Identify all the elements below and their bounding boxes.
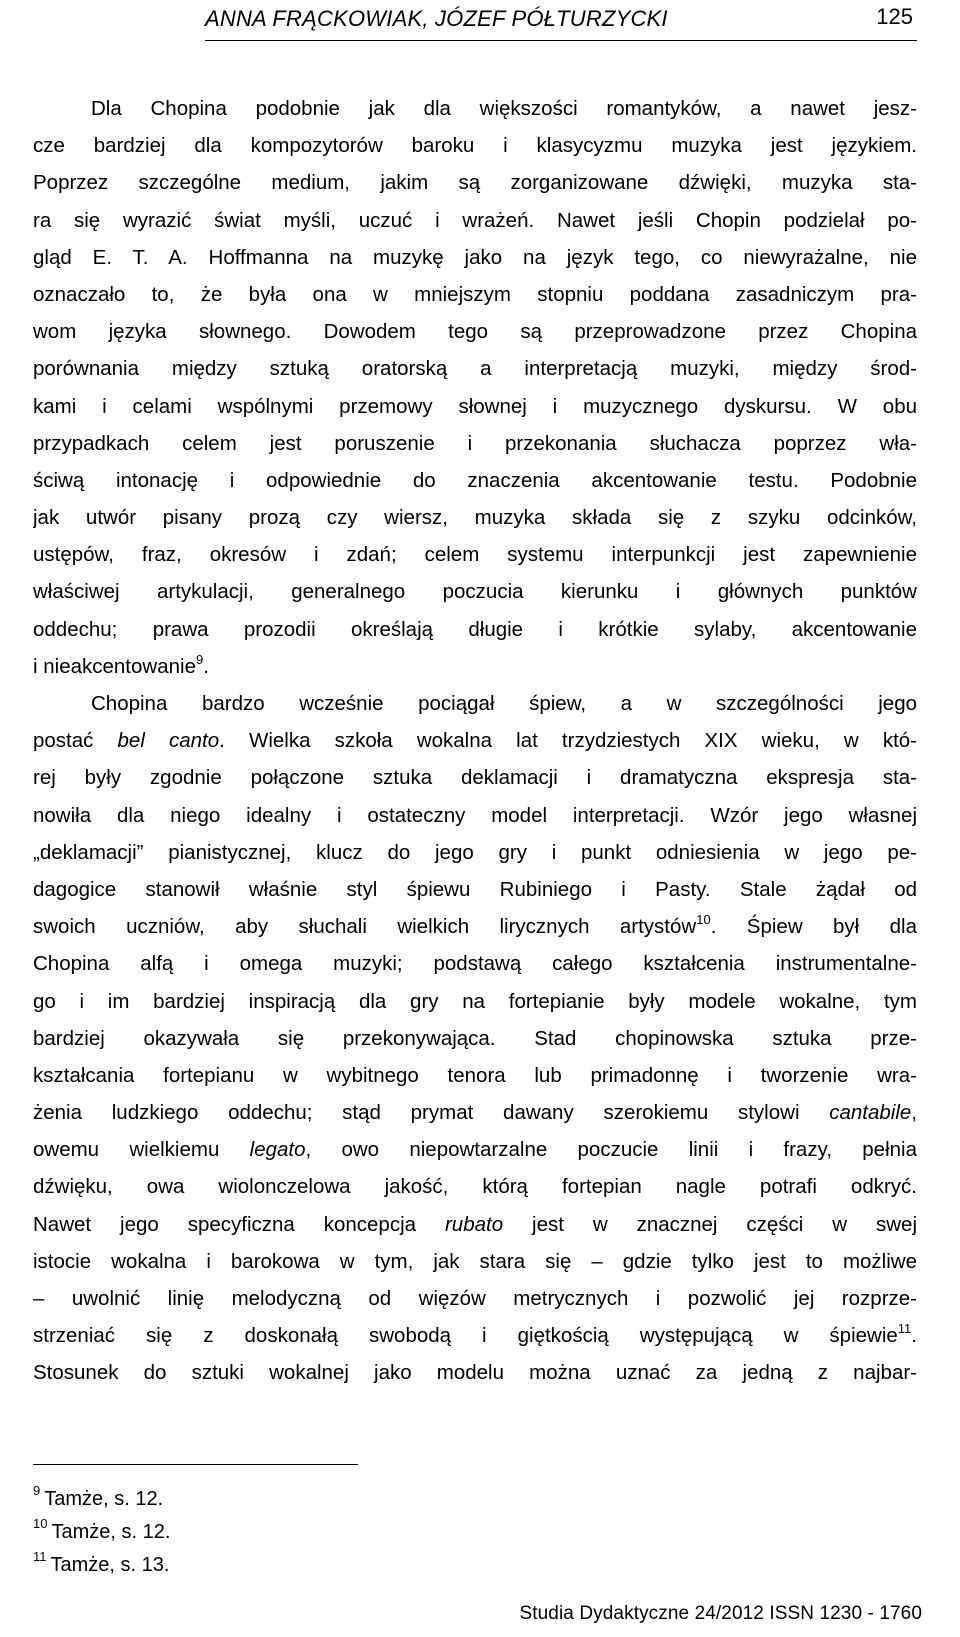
page-number: 125	[876, 4, 913, 29]
text-line: porównania między sztuką oratorską a interpretacją muzyki, między środ-	[33, 357, 917, 381]
footnote-item: $^{11}$ Tamże, s. 13.	[33, 1549, 170, 1576]
text-line: kształcania fortepianu w wybitnego tenora lub primadonnę i tworzenie wra-	[33, 1063, 917, 1087]
text-line: – uwolnić linię melodyczną od więzów metrycznych i pozwolić jej rozprze-	[33, 1287, 917, 1310]
text-line: żenia ludzkiego oddechu; stąd prymat dawany szerokiemu stylowi cantabile,	[33, 1101, 917, 1125]
text-line: istocie wokalna i barokowa w tym, jak stara się – gdzie tylko jest to możliwe	[33, 1249, 917, 1273]
text-line: nowiła dla niego idealny i ostateczny model interpretacji. Wzór jego własnej	[33, 803, 917, 827]
text-line: Chopina bardzo wcześnie pociągał śpiew, a w szczególności jego	[91, 692, 917, 715]
text-line: dźwięku, owa wiolonczelowa jakość, którą fortepian nagle potrafi odkryć.	[33, 1175, 917, 1199]
header-authors: ANNA FRĄCKOWIAK, JÓZEF PÓŁTURZYCKI	[205, 6, 668, 31]
footnote-ref: 11	[897, 1321, 912, 1337]
journal-footer: Studia Dydaktyczne 24/2012 ISSN 1230 - 1760	[519, 1603, 922, 1624]
footnote-ref: 10	[696, 912, 711, 928]
text-line: dagogice stanowił właśnie styl śpiewu Rubiniego i Pasty. Stale żądał od	[33, 877, 917, 901]
text-line: owemu wielkiemu legato, owo niepowtarzalne poczucie linii i frazy, pełnia	[33, 1138, 917, 1162]
running-header	[205, 4, 917, 41]
text-line: kami i celami wspólnymi przemowy słownej i muzycznego dyskursu. W obu	[33, 394, 917, 418]
text-line: gląd E. T. A. Hoffmanna na muzykę jako na język tego, co niewyrażalne, nie	[33, 245, 917, 269]
text-line: strzeniać się z doskonałą swobodą i giętkością występującą w śpiewie$^{11}$.	[33, 1321, 917, 1348]
text-line: przypadkach celem jest poruszenie i przekonania słuchacza poprzez wła-	[33, 431, 917, 455]
text-line: Dla Chopina podobnie jak dla większości romantyków, a nawet jesz-	[91, 97, 917, 120]
text-line: go i im bardziej inspiracją dla gry na fortepianie były modele wokalne, tym	[33, 989, 917, 1013]
text-line: i nieakcentowanie$^9$.	[33, 651, 209, 678]
body-text	[33, 90, 917, 1392]
footnote-ref: 9	[195, 651, 204, 667]
footnote-item: $^{10}$ Tamże, s. 12.	[33, 1516, 171, 1543]
text-line: postać bel canto. Wielka szkoła wokalna lat trzydziestych XIX wieku, w któ-	[33, 729, 917, 753]
text-line: ra się wyrazić świat myśli, uczuć i wrażeń. Nawet jeśli Chopin podzielał po-	[33, 208, 917, 232]
text-line: Poprzez szczególne medium, jakim są zorganizowane dźwięki, muzyka sta-	[33, 171, 917, 195]
footnote-separator	[33, 1464, 358, 1465]
footnote-item: $^9$ Tamże, s. 12.	[33, 1483, 164, 1510]
text-line: jak utwór pisany prozą czy wiersz, muzyka składa się z szyku odcinków,	[33, 506, 917, 530]
text-line: Nawet jego specyficzna koncepcja rubato jest w znacznej części w swej	[33, 1212, 917, 1236]
footnotes	[33, 1483, 533, 1582]
text-line: swoich uczniów, aby słuchali wielkich lirycznych artystów$^{10}$. Śpiew był dla	[33, 912, 917, 939]
text-line: ustępów, fraz, okresów i zdań; celem systemu interpunkcji jest zapewnienie	[33, 543, 917, 567]
text-line: cze bardziej dla kompozytorów baroku i klasycyzmu muzyka jest językiem.	[33, 134, 917, 158]
text-line: wom języka słownego. Dowodem tego są przeprowadzone przez Chopina	[33, 320, 917, 344]
text-line: rej były zgodnie połączone sztuka deklamacji i dramatyczna ekspresja sta-	[33, 766, 917, 790]
text-line: „deklamacji” pianistycznej, klucz do jego gry i punkt odniesienia w jego pe-	[33, 840, 917, 864]
text-line: ściwą intonację i odpowiednie do znaczenia akcentowanie testu. Podobnie	[33, 468, 917, 492]
text-line: oznaczało to, że była ona w mniejszym stopniu poddana zasadniczym pra-	[33, 282, 917, 306]
text-line: właściwej artykulacji, generalnego poczucia kierunku i głównych punktów	[33, 580, 917, 604]
text-line: Chopina alfą i omega muzyki; podstawą całego kształcenia instrumentalne-	[33, 952, 917, 976]
text-line: oddechu; prawa prozodii określają długie i krótkie sylaby, akcentowanie	[33, 617, 917, 641]
text-line: bardziej okazywała się przekonywająca. Stad chopinowska sztuka prze-	[33, 1026, 917, 1050]
text-line: Stosunek do sztuki wokalnej jako modelu można uznać za jedną z najbar-	[33, 1361, 917, 1385]
